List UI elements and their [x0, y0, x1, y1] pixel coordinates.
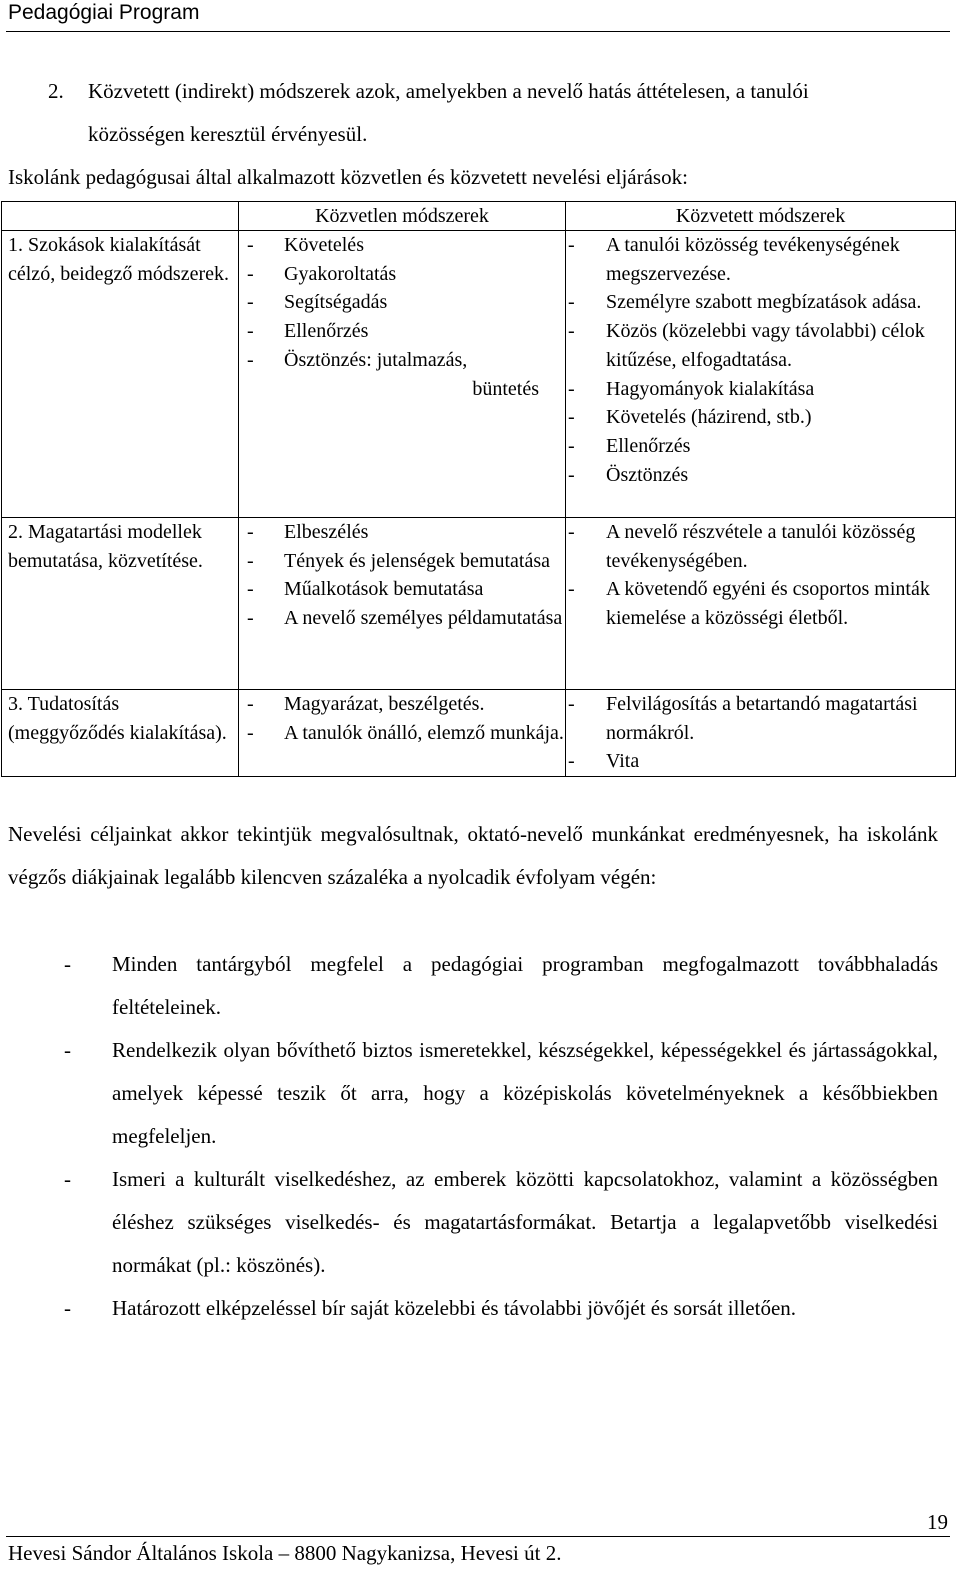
row-name: 3. Tudatosítás (meggyőződés kialakítása).: [8, 693, 227, 744]
list-item: - Határozott elképzeléssel bír saját közelebbi és távolabbi jövőjét és sorsát illetően.: [8, 1287, 938, 1330]
list-item: - Ösztönzés: [566, 461, 955, 490]
goals-paragraph: Nevelési céljainkat akkor tekintjük megvalósultnak, oktató-nevelő munkánkat eredményesnek, ha iskolánk végzős diákjainak legalább kilencven százaléka a nyolcadik évfolyam végén:: [8, 822, 938, 889]
table-header-cell: Közvetett módszerek: [566, 202, 956, 231]
paragraph-line: közösségen keresztül érvényesül.: [88, 122, 368, 146]
list-item: - A tanulói közösség tevékenységének megszervezése.: [566, 231, 955, 288]
list-item: - Segítségadás: [239, 288, 565, 317]
list-item-continuation: büntetés: [472, 377, 539, 400]
list-item: - Követelés: [239, 231, 565, 260]
list-item: - A tanulók önálló, elemző munkája.: [239, 719, 565, 748]
list-item: - Ösztönzés: jutalmazás,: [239, 346, 565, 375]
list-item: - Gyakoroltatás: [239, 260, 565, 289]
row-name: 1. Szokások kialakítását célzó, beidegző módszerek.: [8, 234, 230, 285]
direct-methods-cell: [239, 231, 566, 518]
list-item: - Műalkotások bemutatása: [239, 575, 565, 604]
page-number: 19: [927, 1510, 948, 1534]
row-name-cell: [2, 518, 239, 690]
table-row: [2, 518, 956, 690]
direct-methods-cell: [239, 518, 566, 690]
footer-text: Hevesi Sándor Általános Iskola – 8800 Nagykanizsa, Hevesi út 2.: [8, 1541, 562, 1565]
row-name-cell: [2, 690, 239, 777]
table-row: [2, 690, 956, 777]
list-item: - Rendelkezik olyan bővíthető biztos ismeretekkel, készségekkel, képességekkel és jártasságokkal, amelyek képessé teszik őt arra, hogy a középiskolás követelményeknek a későbbiekben megfeleljen.: [8, 1029, 938, 1158]
methods-table: [1, 201, 956, 777]
table-header-row: [2, 202, 956, 231]
list-item: - Minden tantárgyból megfelel a pedagógiai programban megfogalmazott továbbhaladás feltételeinek.: [8, 943, 938, 1029]
table-row: [2, 231, 956, 518]
list-item: - Felvilágosítás a betartandó magatartási normákról.: [566, 690, 955, 747]
list-item: - A nevelő részvétele a tanulói közösség tevékenységében.: [566, 518, 955, 575]
direct-methods-cell: [239, 690, 566, 777]
header-divider: [6, 31, 950, 32]
row-name: 2. Magatartási modellek bemutatása, közvetítése.: [8, 521, 203, 572]
row-name-cell: [2, 231, 239, 518]
goals-list: [8, 943, 938, 1330]
indirect-methods-cell: [566, 690, 956, 777]
list-item: - Vita: [566, 747, 955, 776]
indirect-methods-cell: [566, 231, 956, 518]
list-item: - Ellenőrzés: [566, 432, 955, 461]
page-header-title: Pedagógiai Program: [8, 1, 200, 24]
footer-divider: [6, 1536, 950, 1537]
table-intro-text: Iskolánk pedagógusai által alkalmazott közvetlen és közvetett nevelési eljárások:: [8, 165, 688, 189]
list-item: - Ismeri a kulturált viselkedéshez, az emberek közötti kapcsolatokhoz, valamint a közösségben éléshez szükséges viselkedés- és magatartásformákat. Betartja a legalapvetőbb viselkedési normákat (pl.: köszönés).: [8, 1158, 938, 1287]
table-header-cell: [2, 202, 239, 231]
list-item: - Követelés (házirend, stb.): [566, 403, 955, 432]
list-item: - A követendő egyéni és csoportos minták kiemelése a közösségi életből.: [566, 575, 955, 632]
table-header-cell: Közvetlen módszerek: [239, 202, 566, 231]
list-item: - Hagyományok kialakítása: [566, 375, 955, 404]
list-item: - Ellenőrzés: [239, 317, 565, 346]
indirect-methods-cell: [566, 518, 956, 690]
list-item: - A nevelő személyes példamutatása: [239, 604, 565, 633]
paragraph-line: Közvetett (indirekt) módszerek azok, amelyekben a nevelő hatás áttételesen, a tanulói: [88, 79, 809, 103]
list-item: - Személyre szabott megbízatások adása.: [566, 288, 955, 317]
list-item: - Magyarázat, beszélgetés.: [239, 690, 565, 719]
paragraph-number: 2.: [48, 79, 64, 103]
list-item: - Tények és jelenségek bemutatása: [239, 547, 565, 576]
list-item: - Közös (közelebbi vagy távolabbi) célok kitűzése, elfogadtatása.: [566, 317, 955, 374]
list-item: - Elbeszélés: [239, 518, 565, 547]
